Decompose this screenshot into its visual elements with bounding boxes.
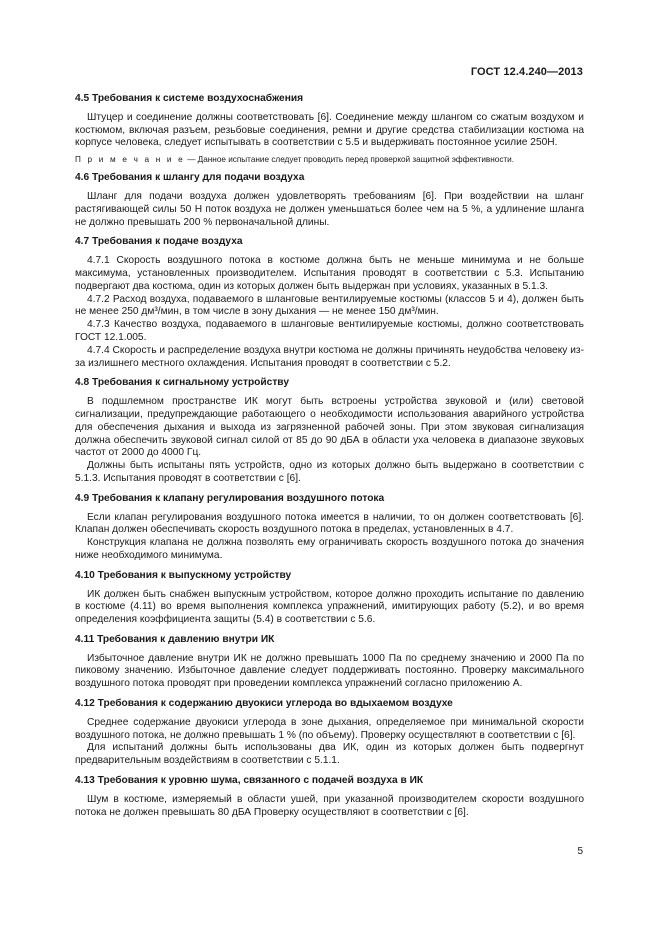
paragraph: Должны быть испытаны пять устройств, одно из которых должно быть выдержано в соответствии с 5.1.3. Испытания проводят в соответствии с [6]. (75, 460, 584, 484)
paragraph: Среднее содержание двуокиси углерода в зоне дыхания, определяемое при минимальной скорости воздушного потока, не должно превышать 1 % (по объему). Проверку осуществляют в соответствии с [6]. (75, 716, 584, 741)
section-4-9 (75, 493, 584, 563)
section-4-11 (75, 634, 584, 691)
note-text: — Данное испытание следует проводить перед проверкой защитной эффективности. (184, 155, 515, 165)
section-heading: 4.10 Требования к выпускному устройству (75, 569, 292, 581)
section-4-7 (75, 236, 584, 370)
section-4-8 (75, 377, 584, 485)
section-4-6 (75, 172, 584, 229)
section-4-5 (75, 93, 584, 165)
paragraph: Для испытаний должны быть использованы два ИК, один из которых должен быть подвергнут предварительным воздействиям в соответствии с 5.1.1. (75, 742, 584, 767)
paragraph: Штуцер и соединение должны соответствовать [6]. Соединение между шлангом со сжатым воздухом и костюмом, включая разъем, резьбовые соединения, ремни и другие средства стабилизации костюма на корпусе человека, следует испытывать в соответствии с 5.5 и выдерживать постоянное усилие 250Н. (75, 111, 584, 149)
paragraph: В подшлемном пространстве ИК могут быть встроены устройства звуковой и (или) световой сигнализации, предупреждающие работающего о необходимости использования аварийного устройства для обеспечения дыхания и выхода из загрязненной рабочей зоны. При этом звуковая сигнализация должна обеспечить звуковой сигнал силой от 85 до 90 дБА в области уха человека в диапазоне звуковых частот от 2000 до 4000 Гц. (75, 396, 584, 459)
paragraph: 4.7.2 Расход воздуха, подаваемого в шланговые вентилируемые костюмы (классов 5 и 4), должен быть не менее 250 дм³/мин, в том числе в зону дыхания — не менее 150 дм³/мин. (75, 293, 584, 318)
note (75, 154, 584, 165)
section-4-10 (75, 570, 584, 627)
paragraph: Избыточное давление внутри ИК не должно превышать 1000 Па по среднему значению и 2000 Па по пиковому значению. Избыточное давление следует поддерживать постоянно. Проверку максимального воздушного потока проводят при проведении комплекса упражнений согласно приложению А. (75, 652, 584, 690)
section-heading: 4.5 Требования к системе воздухоснабжения (75, 93, 304, 104)
paragraph: 4.7.1 Скорость воздушного потока в костюме должна быть не меньше минимума и не больше максимума, установленных производителем. Испытания проводят в соответствии с 5.3. Испытанию подвергают два костюма, один из которых должен быть выдержан при условиях, указанных в 5.1.3. (75, 255, 584, 292)
paragraph: Если клапан регулирования воздушного потока имеется в наличии, то он должен соответствовать [6]. Клапан должен обеспечивать скорость воздушного потока в пределах, установленных в 4.7. (75, 511, 584, 536)
paragraph: 4.7.4 Скорость и распределение воздуха внутри костюма не должны причинять неудобства человеку из-за излишнего местного охлаждения. Испытания проводят в соответствии с 5.2. (75, 344, 584, 369)
document-header: ГОСТ 12.4.240—2013 (470, 66, 583, 78)
section-heading: 4.12 Требования к содержанию двуокиси углерода во вдыхаемом воздухе (75, 698, 453, 710)
section-heading: 4.8 Требования к сигнальному устройству (75, 377, 289, 389)
note-label: П р и м е ч а н и е (75, 155, 185, 165)
paragraph: Шланг для подачи воздуха должен удовлетворять требованиям [6]. При воздействии на шланг растягивающей силы 50 Н поток воздуха не должен уменьшаться более чем на 5 %, а удлинение шланга не должно превышать 200 % первоначальной длины. (75, 190, 584, 228)
paragraph: Конструкция клапана не должна позволять ему ограничивать скорость воздушного потока до значения ниже необходимого минимума. (75, 537, 584, 561)
document-body (75, 93, 584, 819)
section-4-13 (75, 775, 584, 819)
paragraph: 4.7.3 Качество воздуха, подаваемого в шланговые вентилируемые костюмы, должно соответствовать ГОСТ 12.1.005. (75, 319, 584, 343)
section-heading: 4.9 Требования к клапану регулирования воздушного потока (75, 492, 385, 504)
section-heading: 4.7 Требования к подаче воздуха (75, 236, 243, 248)
section-4-12 (75, 698, 584, 768)
section-heading: 4.6 Требования к шлангу для подачи воздуха (75, 172, 305, 184)
paragraph: Шум в костюме, измеряемый в области ушей, при указанной производителем скорости воздушного потока не должен превышать 80 дБА Проверку осуществляют в соответствии с [6]. (75, 793, 584, 818)
section-heading: 4.11 Требования к давлению внутри ИК (75, 633, 275, 645)
paragraph: ИК должен быть снабжен выпускным устройством, которое должно проходить испытание по давлению в костюме (4.11) во время выполнения комплекса упражнений, имитирующих работу (5.2), и во время определения коэффициента защиты (5.4) в соответствии с 5.6. (75, 588, 584, 626)
page-number: 5 (577, 846, 583, 857)
section-heading: 4.13 Требования к уровню шума, связанного с подачей воздуха в ИК (75, 775, 424, 787)
